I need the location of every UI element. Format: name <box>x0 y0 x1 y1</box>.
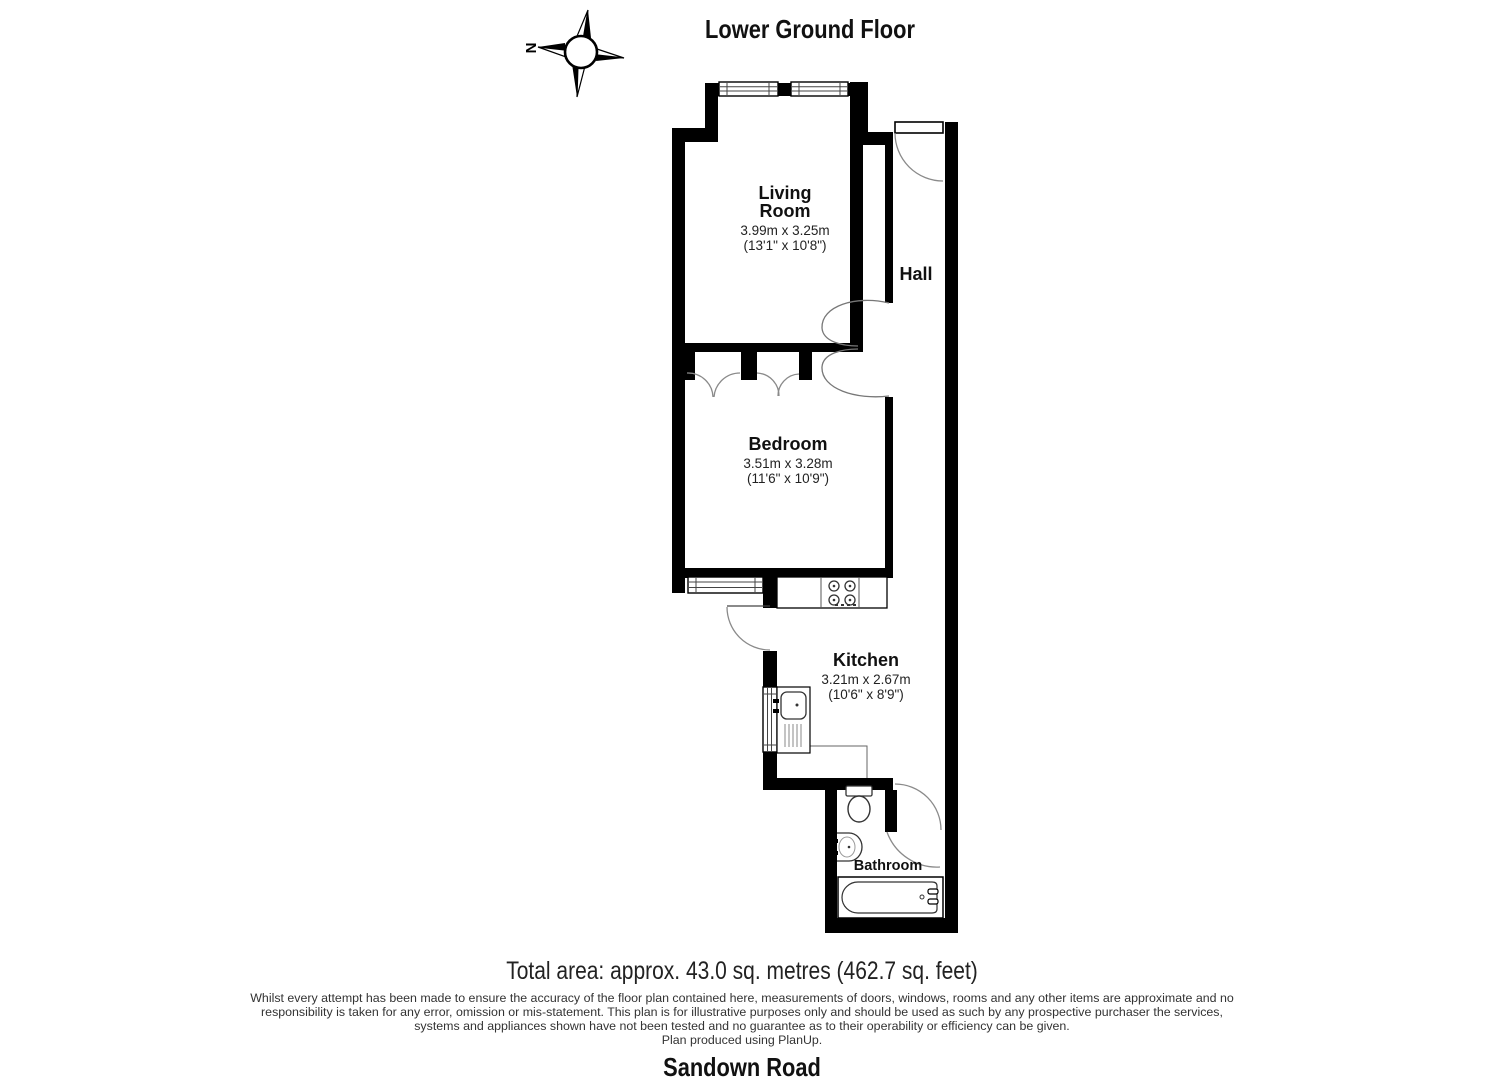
kitchen-name: Kitchen <box>832 650 900 670</box>
sink-icon <box>773 687 810 753</box>
bedroom-name: Bedroom <box>748 434 828 454</box>
kitchen-label <box>821 651 910 702</box>
toilet-icon <box>846 786 872 822</box>
compass-rose-icon <box>523 10 624 97</box>
living-room-dim-metric: 3.99m x 3.25m <box>740 223 830 238</box>
disclaimer-text <box>250 991 1234 1047</box>
living-room-name-line1: Living <box>758 183 812 203</box>
kitchen-window <box>763 687 777 752</box>
living-room-window-right <box>791 82 848 96</box>
hob-icon <box>777 577 887 608</box>
total-area-text: Total area: approx. 43.0 sq. metres (462.7 sq. feet) <box>506 957 978 985</box>
kitchen-door <box>727 606 770 650</box>
kitchen-dim-metric: 3.21m x 2.67m <box>821 672 911 687</box>
living-room-name-line2: Room <box>759 201 811 221</box>
basin-icon <box>833 833 862 861</box>
kitchen-worktop <box>810 746 867 778</box>
bathtub-icon <box>838 877 943 918</box>
bathroom-label: Bathroom <box>853 858 923 874</box>
compass-north-label: N <box>523 42 540 54</box>
entrance-door <box>895 122 943 181</box>
disclaimer-line-1: Whilst every attempt has been made to ensure the accuracy of the floor plan contained here, measurements of doors, windows, rooms and any other items are approximate and no <box>250 991 1234 1005</box>
disclaimer-line-2: responsibility is taken for any error, omission or mis-statement. This plan is for illustrative purposes only and should be used as such by any prospective purchaser the services, <box>261 1005 1223 1019</box>
bedroom-dim-imperial: (11'6" x 10'9") <box>746 471 830 486</box>
street-name: Sandown Road <box>663 1052 821 1080</box>
bedroom-label <box>743 435 832 486</box>
bedroom-dim-metric: 3.51m x 3.28m <box>743 456 833 471</box>
living-room-label <box>740 184 829 253</box>
hall-label: Hall <box>899 264 933 284</box>
living-room-dim-imperial: (13'1" x 10'8") <box>743 238 827 253</box>
kitchen-dim-imperial: (10'6" x 8'9") <box>828 687 904 702</box>
disclaimer-line-3: systems and appliances shown have not been tested and no guarantee as to their operability or efficiency can be given. <box>414 1019 1070 1033</box>
bedroom-window <box>688 577 763 593</box>
disclaimer-line-4: Plan produced using PlanUp. <box>661 1033 823 1047</box>
floorplan-title: Lower Ground Floor <box>705 14 915 44</box>
living-room-window-left <box>719 82 778 96</box>
